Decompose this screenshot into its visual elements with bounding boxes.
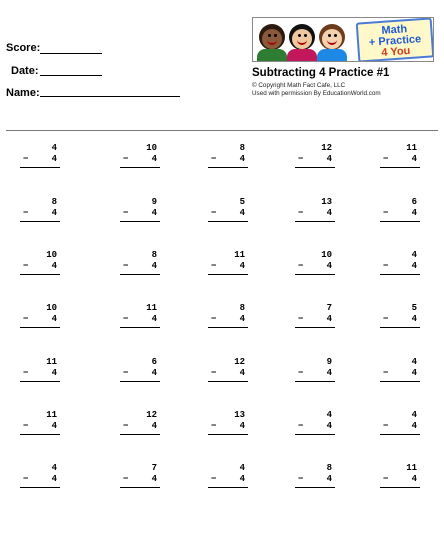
minuend: 4 xyxy=(51,463,57,473)
subtrahend-row xyxy=(208,261,248,272)
subtrahend: 4 xyxy=(326,474,332,484)
subtrahend-row xyxy=(20,208,60,219)
minuend: 11 xyxy=(406,143,417,153)
subtrahend-row xyxy=(20,368,60,379)
minus-sign: − xyxy=(298,421,304,431)
kid-1-icon xyxy=(259,24,285,50)
minuend: 11 xyxy=(146,303,157,313)
subtraction-problem xyxy=(295,143,335,168)
subtrahend-row xyxy=(20,421,60,432)
name-field xyxy=(6,87,40,99)
score-label: Score: xyxy=(6,42,41,54)
subtrahend: 4 xyxy=(151,154,157,164)
subtraction-problem xyxy=(380,250,420,275)
minus-sign: − xyxy=(23,474,29,484)
minus-sign: − xyxy=(123,208,129,218)
subtrahend-row xyxy=(120,314,160,325)
minus-sign: − xyxy=(211,261,217,271)
minus-sign: − xyxy=(123,421,129,431)
subtraction-problem xyxy=(295,250,335,275)
subtrahend: 4 xyxy=(411,261,417,271)
minus-sign: − xyxy=(123,154,129,164)
divider xyxy=(6,130,438,131)
subtraction-problem xyxy=(208,250,248,275)
minuend: 4 xyxy=(239,463,245,473)
subtrahend: 4 xyxy=(51,261,57,271)
subtrahend: 4 xyxy=(239,261,245,271)
subtraction-problem xyxy=(120,143,160,168)
minus-sign: − xyxy=(23,261,29,271)
subtraction-problem xyxy=(295,463,335,488)
subtrahend: 4 xyxy=(51,421,57,431)
score-field xyxy=(6,42,40,54)
subtrahend-row xyxy=(120,208,160,219)
subtraction-problem xyxy=(20,410,60,435)
minuend: 9 xyxy=(326,357,332,367)
subtrahend-row xyxy=(380,208,420,219)
subtrahend: 4 xyxy=(151,261,157,271)
minus-sign: − xyxy=(211,474,217,484)
subtraction-problem xyxy=(20,303,60,328)
answer-line[interactable] xyxy=(20,221,60,222)
subtrahend: 4 xyxy=(239,154,245,164)
subtraction-problem xyxy=(20,143,60,168)
minus-sign: − xyxy=(298,314,304,324)
subtrahend: 4 xyxy=(239,421,245,431)
minuend: 11 xyxy=(46,410,57,420)
subtrahend-row xyxy=(380,314,420,325)
minus-sign: − xyxy=(383,474,389,484)
answer-line[interactable] xyxy=(208,381,248,382)
minuend: 5 xyxy=(239,197,245,207)
subtrahend-row xyxy=(208,314,248,325)
answer-line[interactable] xyxy=(208,327,248,328)
subtraction-problem xyxy=(120,197,160,222)
minus-sign: − xyxy=(123,368,129,378)
subtrahend: 4 xyxy=(151,421,157,431)
subtraction-problem xyxy=(20,197,60,222)
subtraction-problem xyxy=(208,303,248,328)
worksheet-title: Subtracting 4 Practice #1 xyxy=(252,67,390,79)
subtrahend-row xyxy=(20,261,60,272)
minuend: 10 xyxy=(46,250,57,260)
answer-line[interactable] xyxy=(295,221,335,222)
subtraction-problem xyxy=(20,357,60,382)
minus-sign: − xyxy=(298,474,304,484)
date-label: Date: xyxy=(11,65,39,77)
subtrahend: 4 xyxy=(411,474,417,484)
subtraction-problem xyxy=(120,250,160,275)
minus-sign: − xyxy=(298,208,304,218)
name-line[interactable] xyxy=(40,96,180,97)
name-label: Name: xyxy=(6,87,40,99)
minuend: 4 xyxy=(411,357,417,367)
subtrahend: 4 xyxy=(326,368,332,378)
subtrahend: 4 xyxy=(326,421,332,431)
answer-line[interactable] xyxy=(295,167,335,168)
minuend: 13 xyxy=(234,410,245,420)
minuend: 10 xyxy=(321,250,332,260)
permission-text: Used with permission By EducationWorld.com xyxy=(252,90,381,97)
minuend: 11 xyxy=(406,463,417,473)
math-practice-banner xyxy=(252,17,434,62)
minuend: 10 xyxy=(146,143,157,153)
subtrahend: 4 xyxy=(51,314,57,324)
subtrahend-row xyxy=(208,368,248,379)
minus-sign: − xyxy=(383,421,389,431)
math-practice-logo: Math + Practice 4 You xyxy=(356,17,434,62)
subtrahend: 4 xyxy=(239,474,245,484)
date-line[interactable] xyxy=(40,75,102,76)
subtrahend-row xyxy=(208,208,248,219)
subtraction-problem xyxy=(208,463,248,488)
subtraction-problem xyxy=(380,357,420,382)
subtrahend: 4 xyxy=(51,208,57,218)
minuend: 12 xyxy=(146,410,157,420)
subtrahend-row xyxy=(380,154,420,165)
minus-sign: − xyxy=(383,154,389,164)
answer-line[interactable] xyxy=(208,167,248,168)
subtraction-problem xyxy=(380,410,420,435)
subtrahend-row xyxy=(208,474,248,485)
minuend: 4 xyxy=(326,410,332,420)
subtrahend: 4 xyxy=(411,368,417,378)
minus-sign: − xyxy=(211,154,217,164)
minuend: 8 xyxy=(239,303,245,313)
answer-line[interactable] xyxy=(120,434,160,435)
answer-line[interactable] xyxy=(120,221,160,222)
subtrahend: 4 xyxy=(151,208,157,218)
answer-line[interactable] xyxy=(208,434,248,435)
minuend: 10 xyxy=(46,303,57,313)
subtraction-problem xyxy=(208,197,248,222)
minus-sign: − xyxy=(23,421,29,431)
subtrahend: 4 xyxy=(151,368,157,378)
subtrahend: 4 xyxy=(326,261,332,271)
subtrahend: 4 xyxy=(151,314,157,324)
answer-line[interactable] xyxy=(120,381,160,382)
subtrahend: 4 xyxy=(411,208,417,218)
subtrahend: 4 xyxy=(239,208,245,218)
subtrahend-row xyxy=(295,314,335,325)
minus-sign: − xyxy=(298,154,304,164)
minuend: 6 xyxy=(151,357,157,367)
subtraction-problem xyxy=(120,303,160,328)
answer-line[interactable] xyxy=(20,381,60,382)
minuend: 12 xyxy=(321,143,332,153)
subtraction-problem xyxy=(295,410,335,435)
copyright-text: © Copyright Math Fact Cafe, LLC xyxy=(252,82,346,89)
answer-line[interactable] xyxy=(120,487,160,488)
score-line[interactable] xyxy=(40,53,102,54)
subtrahend: 4 xyxy=(411,421,417,431)
answer-line[interactable] xyxy=(295,327,335,328)
minus-sign: − xyxy=(23,368,29,378)
minus-sign: − xyxy=(383,314,389,324)
answer-line[interactable] xyxy=(380,274,420,275)
subtrahend-row xyxy=(20,154,60,165)
subtraction-problem xyxy=(380,143,420,168)
minuend: 5 xyxy=(411,303,417,313)
subtrahend-row xyxy=(120,261,160,272)
answer-line[interactable] xyxy=(20,274,60,275)
subtrahend-row xyxy=(120,421,160,432)
answer-line[interactable] xyxy=(380,381,420,382)
minuend: 13 xyxy=(321,197,332,207)
minus-sign: − xyxy=(123,474,129,484)
minus-sign: − xyxy=(298,368,304,378)
subtrahend: 4 xyxy=(239,314,245,324)
subtrahend-row xyxy=(120,154,160,165)
answer-line[interactable] xyxy=(20,434,60,435)
subtrahend: 4 xyxy=(411,314,417,324)
subtrahend-row xyxy=(295,368,335,379)
subtrahend-row xyxy=(295,421,335,432)
minuend: 8 xyxy=(151,250,157,260)
answer-line[interactable] xyxy=(295,487,335,488)
answer-line[interactable] xyxy=(120,327,160,328)
answer-line[interactable] xyxy=(120,167,160,168)
subtrahend-row xyxy=(295,154,335,165)
answer-line[interactable] xyxy=(208,487,248,488)
minuend: 8 xyxy=(326,463,332,473)
minuend: 11 xyxy=(234,250,245,260)
subtrahend: 4 xyxy=(151,474,157,484)
answer-line[interactable] xyxy=(120,274,160,275)
answer-line[interactable] xyxy=(20,167,60,168)
answer-line[interactable] xyxy=(20,487,60,488)
subtrahend: 4 xyxy=(239,368,245,378)
minuend: 7 xyxy=(326,303,332,313)
minus-sign: − xyxy=(123,261,129,271)
subtrahend-row xyxy=(295,474,335,485)
answer-line[interactable] xyxy=(295,381,335,382)
minuend: 4 xyxy=(411,250,417,260)
minuend: 8 xyxy=(51,197,57,207)
answer-line[interactable] xyxy=(380,487,420,488)
subtrahend: 4 xyxy=(326,314,332,324)
minus-sign: − xyxy=(383,368,389,378)
date-field xyxy=(11,65,39,77)
minuend: 11 xyxy=(46,357,57,367)
minus-sign: − xyxy=(298,261,304,271)
answer-line[interactable] xyxy=(295,434,335,435)
subtrahend: 4 xyxy=(51,474,57,484)
answer-line[interactable] xyxy=(380,167,420,168)
subtraction-problem xyxy=(120,463,160,488)
answer-line[interactable] xyxy=(295,274,335,275)
minus-sign: − xyxy=(211,208,217,218)
answer-line[interactable] xyxy=(208,274,248,275)
answer-line[interactable] xyxy=(380,434,420,435)
minus-sign: − xyxy=(211,314,217,324)
subtraction-problem xyxy=(380,463,420,488)
kid-3-icon xyxy=(319,24,345,50)
subtrahend-row xyxy=(120,474,160,485)
subtraction-problem xyxy=(295,197,335,222)
subtrahend-row xyxy=(380,421,420,432)
subtraction-problem xyxy=(380,303,420,328)
subtrahend-row xyxy=(20,474,60,485)
subtraction-problem xyxy=(20,250,60,275)
subtrahend: 4 xyxy=(51,154,57,164)
subtraction-problem xyxy=(20,463,60,488)
subtrahend-row xyxy=(120,368,160,379)
minuend: 8 xyxy=(239,143,245,153)
minuend: 9 xyxy=(151,197,157,207)
subtrahend-row xyxy=(295,208,335,219)
answer-line[interactable] xyxy=(380,327,420,328)
subtrahend: 4 xyxy=(326,154,332,164)
minus-sign: − xyxy=(123,314,129,324)
minus-sign: − xyxy=(383,261,389,271)
minuend: 7 xyxy=(151,463,157,473)
answer-line[interactable] xyxy=(208,221,248,222)
kid-2-icon xyxy=(289,24,315,50)
subtraction-problem xyxy=(120,410,160,435)
subtrahend-row xyxy=(380,261,420,272)
minuend: 4 xyxy=(411,410,417,420)
answer-line[interactable] xyxy=(380,221,420,222)
subtrahend-row xyxy=(208,154,248,165)
minuend: 4 xyxy=(51,143,57,153)
subtrahend-row xyxy=(380,474,420,485)
minuend: 6 xyxy=(411,197,417,207)
minuend: 12 xyxy=(234,357,245,367)
subtrahend-row xyxy=(295,261,335,272)
minus-sign: − xyxy=(23,314,29,324)
subtraction-problem xyxy=(208,410,248,435)
subtraction-problem xyxy=(208,357,248,382)
subtraction-problem xyxy=(120,357,160,382)
minus-sign: − xyxy=(211,368,217,378)
minus-sign: − xyxy=(23,208,29,218)
subtrahend-row xyxy=(208,421,248,432)
subtrahend: 4 xyxy=(51,368,57,378)
subtraction-problem xyxy=(208,143,248,168)
subtraction-problem xyxy=(295,303,335,328)
minus-sign: − xyxy=(23,154,29,164)
minus-sign: − xyxy=(383,208,389,218)
minus-sign: − xyxy=(211,421,217,431)
answer-line[interactable] xyxy=(20,327,60,328)
subtraction-problem xyxy=(295,357,335,382)
subtrahend-row xyxy=(20,314,60,325)
subtraction-problem xyxy=(380,197,420,222)
subtrahend: 4 xyxy=(326,208,332,218)
subtrahend-row xyxy=(380,368,420,379)
subtrahend: 4 xyxy=(411,154,417,164)
